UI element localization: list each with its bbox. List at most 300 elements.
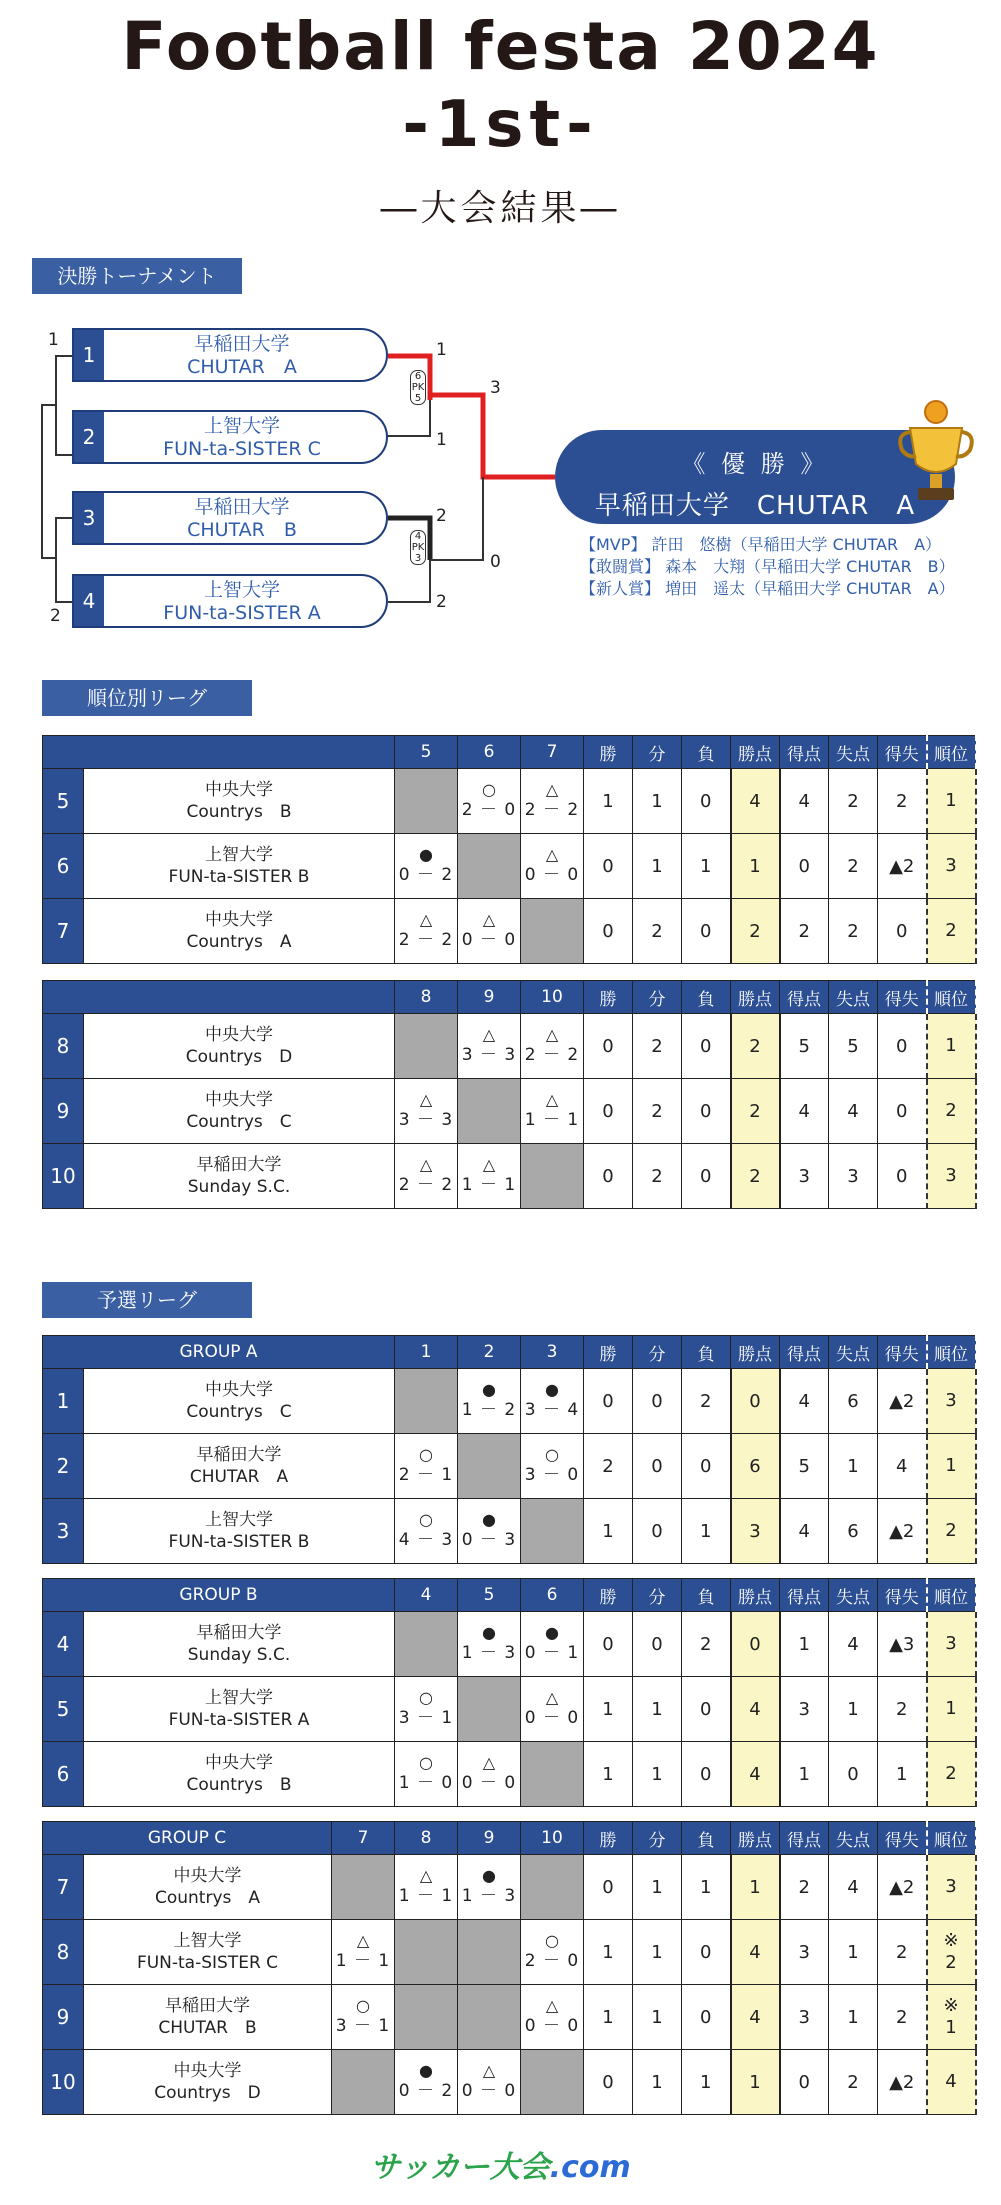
draws: 1 — [633, 1742, 682, 1807]
rank: 2 — [927, 1079, 976, 1144]
result-mark: ● — [419, 2061, 433, 2080]
result-mark: ○ — [419, 1688, 433, 1707]
draws: 2 — [633, 1144, 682, 1209]
group-name: GROUP A — [43, 1336, 395, 1369]
section-label-final: 決勝トーナメント — [32, 258, 242, 294]
goals-against: 1 — [829, 1434, 878, 1499]
result-mark: △ — [419, 910, 433, 929]
goals-against: 2 — [829, 899, 878, 964]
goal-diff: ▲2 — [878, 1499, 927, 1564]
stat-header: 失点 — [829, 1822, 878, 1855]
table-row — [43, 1499, 976, 1564]
stat-header: 得失 — [878, 736, 927, 769]
goals-against: 4 — [829, 1612, 878, 1677]
match-score: 3 － 3 — [398, 1110, 454, 1130]
team-name: Countrys B — [186, 802, 292, 822]
empty-match-cell — [458, 1677, 521, 1742]
points: 0 — [731, 1612, 780, 1677]
opponent-header: 3 — [521, 1336, 584, 1369]
rank: 3 — [927, 834, 976, 899]
goals-for: 0 — [780, 834, 829, 899]
match-result — [395, 1742, 458, 1807]
match-score: 0 － 2 — [398, 865, 454, 885]
match-score: 0 － 0 — [461, 2081, 517, 2101]
bracket-seed: 1 — [74, 330, 104, 380]
standings-table — [42, 1578, 977, 1807]
match-score: 3 － 0 — [524, 1465, 580, 1485]
wins: 1 — [584, 1985, 633, 2050]
team-name: FUN-ta-SISTER C — [163, 438, 321, 460]
goals-for: 1 — [780, 1742, 829, 1807]
match-result — [395, 1079, 458, 1144]
match-score: 0 － 0 — [461, 1773, 517, 1793]
points: 1 — [731, 1855, 780, 1920]
team-name: Sunday S.C. — [187, 1645, 291, 1665]
match-result — [521, 1369, 584, 1434]
stat-header: 順位 — [927, 1822, 976, 1855]
team-name: Countrys D — [185, 1047, 293, 1067]
goals-against: 2 — [829, 769, 878, 834]
draws: 0 — [633, 1369, 682, 1434]
bracket-score: 1 — [48, 330, 59, 350]
result-mark: △ — [482, 1155, 496, 1174]
result-mark: ● — [482, 1510, 496, 1529]
team-cell — [84, 2050, 332, 2115]
match-result — [332, 1985, 395, 2050]
page-caption: ―大会結果― — [380, 188, 621, 229]
team-school: 早稲田大学 — [165, 1996, 250, 2016]
team-school: 中央大学 — [173, 1866, 242, 1886]
draws: 1 — [633, 1855, 682, 1920]
result-mark: △ — [545, 1688, 559, 1707]
losses: 1 — [682, 834, 731, 899]
wins: 0 — [584, 2050, 633, 2115]
losses: 0 — [682, 1434, 731, 1499]
match-result — [395, 1855, 458, 1920]
result-mark: ○ — [419, 1510, 433, 1529]
team-cell — [84, 1014, 395, 1079]
team-school: 上智大学 — [205, 845, 273, 865]
stat-header: 得点 — [780, 736, 829, 769]
match-score: 2 － 2 — [524, 800, 580, 820]
stat-header: 順位 — [927, 736, 976, 769]
team-name: Countrys A — [154, 1888, 261, 1908]
stat-header: 順位 — [927, 981, 976, 1014]
team-school: 中央大学 — [205, 1025, 273, 1045]
stat-header: 勝点 — [731, 736, 780, 769]
team-number: 8 — [43, 1920, 84, 1985]
goals-against: 0 — [829, 1742, 878, 1807]
stat-header: 勝 — [584, 1822, 633, 1855]
team-school: 中央大学 — [205, 780, 273, 800]
stat-header: 勝 — [584, 981, 633, 1014]
empty-match-cell — [521, 899, 584, 964]
goals-against: 1 — [829, 1677, 878, 1742]
match-result — [458, 1742, 521, 1807]
opponent-header: 4 — [395, 1579, 458, 1612]
stat-header: 得点 — [780, 1822, 829, 1855]
draws: 2 — [633, 1014, 682, 1079]
result-mark: △ — [545, 845, 559, 864]
result-mark: ● — [419, 845, 433, 864]
result-mark: △ — [482, 2061, 496, 2080]
stat-header: 失点 — [829, 736, 878, 769]
match-result — [521, 1985, 584, 2050]
goal-diff: ▲2 — [878, 834, 927, 899]
points: 1 — [731, 2050, 780, 2115]
points: 4 — [731, 1742, 780, 1807]
goal-diff: 0 — [878, 1014, 927, 1079]
stat-header: 勝点 — [731, 1579, 780, 1612]
bracket-seed: 3 — [74, 493, 104, 543]
match-score: 1 － 1 — [524, 1110, 580, 1130]
stat-header: 得点 — [780, 1579, 829, 1612]
standings-table — [42, 980, 977, 1209]
table-row — [43, 1079, 976, 1144]
wins: 0 — [584, 1014, 633, 1079]
team-name: FUN-ta-SISTER A — [163, 602, 321, 624]
result-mark: △ — [545, 780, 559, 799]
team-name: Sunday S.C. — [187, 1177, 291, 1197]
draws: 2 — [633, 1079, 682, 1144]
opponent-header: 6 — [458, 736, 521, 769]
bracket-seed: 2 — [74, 412, 104, 462]
goals-for: 4 — [780, 1369, 829, 1434]
rank: 3 — [927, 1612, 976, 1677]
goals-against: 2 — [829, 834, 878, 899]
goals-for: 2 — [780, 899, 829, 964]
team-school: 中央大学 — [173, 2061, 242, 2081]
match-score: 2 － 0 — [524, 1951, 580, 1971]
opponent-header: 8 — [395, 1822, 458, 1855]
losses: 1 — [682, 2050, 731, 2115]
opponent-header: 7 — [521, 736, 584, 769]
stat-header: 失点 — [829, 1579, 878, 1612]
team-number: 9 — [43, 1985, 84, 2050]
stat-header: 負 — [682, 736, 731, 769]
result-mark: △ — [545, 1025, 559, 1044]
table-row — [43, 1369, 976, 1434]
stat-header: 順位 — [927, 1579, 976, 1612]
opponent-header: 6 — [521, 1579, 584, 1612]
opponent-header: 5 — [458, 1579, 521, 1612]
team-cell — [84, 1499, 395, 1564]
match-score: 1 － 3 — [461, 1643, 517, 1663]
match-result — [395, 834, 458, 899]
match-result — [521, 1612, 584, 1677]
team-school: 中央大学 — [205, 910, 273, 930]
goals-for: 2 — [780, 1855, 829, 1920]
stat-header: 分 — [633, 1822, 682, 1855]
match-score: 0 － 1 — [524, 1643, 580, 1663]
empty-match-cell — [458, 1434, 521, 1499]
losses: 0 — [682, 1014, 731, 1079]
result-mark: △ — [356, 1931, 370, 1950]
match-score: 0 － 0 — [524, 2016, 580, 2036]
wins: 0 — [584, 834, 633, 899]
team-name: FUN-ta-SISTER B — [168, 1532, 310, 1552]
points: 4 — [731, 769, 780, 834]
stat-header: 順位 — [927, 1336, 976, 1369]
match-result — [458, 1369, 521, 1434]
empty-match-cell — [332, 2050, 395, 2115]
draws: 1 — [633, 1920, 682, 1985]
team-number: 1 — [43, 1369, 84, 1434]
goal-diff: 4 — [878, 1434, 927, 1499]
points: 2 — [731, 1144, 780, 1209]
points: 2 — [731, 899, 780, 964]
bracket-score: 3 — [490, 378, 501, 398]
bracket-team-3 — [72, 491, 388, 545]
match-score: 2 － 2 — [398, 930, 454, 950]
team-cell — [84, 1677, 395, 1742]
match-result — [395, 1677, 458, 1742]
match-score: 3 － 1 — [398, 1708, 454, 1728]
team-name: CHUTAR B — [158, 2018, 257, 2038]
opponent-header: 7 — [332, 1822, 395, 1855]
opponent-header: 9 — [458, 981, 521, 1014]
award-mvp: 【MVP】 許田 悠樹（早稲田大学 CHUTAR A） — [580, 535, 942, 554]
standings-table — [42, 735, 977, 964]
wins: 0 — [584, 899, 633, 964]
empty-match-cell — [395, 1612, 458, 1677]
bracket-score: 2 — [50, 606, 61, 626]
bracket-team-2 — [72, 410, 388, 464]
team-name: CHUTAR B — [187, 519, 297, 541]
wins: 1 — [584, 1677, 633, 1742]
empty-match-cell — [521, 1855, 584, 1920]
points: 1 — [731, 834, 780, 899]
awards-list — [580, 534, 955, 600]
team-school: 中央大学 — [205, 1090, 273, 1110]
points: 2 — [731, 1079, 780, 1144]
points: 4 — [731, 1920, 780, 1985]
match-result — [521, 834, 584, 899]
team-name: FUN-ta-SISTER C — [136, 1953, 279, 1973]
team-number: 9 — [43, 1079, 84, 1144]
rank: ※ 2 — [927, 1920, 976, 1985]
wins: 2 — [584, 1434, 633, 1499]
team-cell — [84, 834, 395, 899]
team-name: CHUTAR A — [189, 1467, 289, 1487]
team-number: 7 — [43, 1855, 84, 1920]
result-mark: △ — [545, 1090, 559, 1109]
losses: 0 — [682, 899, 731, 964]
match-score: 3 － 4 — [524, 1400, 580, 1420]
team-cell — [84, 1855, 332, 1920]
champion-banner — [555, 430, 955, 524]
team-number: 6 — [43, 834, 84, 899]
goal-diff: ▲3 — [878, 1612, 927, 1677]
stat-header: 分 — [633, 1336, 682, 1369]
section-label-placement: 順位別リーグ — [42, 680, 252, 716]
match-score: 4 － 3 — [398, 1530, 454, 1550]
draws: 1 — [633, 2050, 682, 2115]
match-result — [458, 2050, 521, 2115]
stat-header: 得失 — [878, 981, 927, 1014]
draws: 0 — [633, 1499, 682, 1564]
team-name: FUN-ta-SISTER A — [168, 1710, 310, 1730]
award-fighting-spirit: 【敢闘賞】 森本 大翔（早稲田大学 CHUTAR B） — [580, 557, 955, 576]
wins: 0 — [584, 1144, 633, 1209]
empty-match-cell — [521, 1144, 584, 1209]
result-mark: ● — [545, 1380, 559, 1399]
goals-for: 4 — [780, 1499, 829, 1564]
team-name: Countrys A — [186, 932, 292, 952]
wins: 1 — [584, 1920, 633, 1985]
table-row — [43, 1855, 976, 1920]
rank: 1 — [927, 1434, 976, 1499]
empty-match-cell — [521, 1499, 584, 1564]
goals-for: 4 — [780, 1079, 829, 1144]
team-name: Countrys D — [154, 2083, 261, 2103]
wins: 1 — [584, 769, 633, 834]
team-name: CHUTAR A — [187, 356, 297, 378]
losses: 2 — [682, 1612, 731, 1677]
empty-match-cell — [395, 769, 458, 834]
empty-match-cell — [521, 2050, 584, 2115]
stat-header: 勝 — [584, 736, 633, 769]
stat-header: 勝 — [584, 1336, 633, 1369]
team-school: 中央大学 — [205, 1753, 273, 1773]
bracket-score: 0 — [490, 552, 501, 572]
stat-header: 失点 — [829, 1336, 878, 1369]
match-score: 1 － 1 — [461, 1175, 517, 1195]
empty-match-cell — [332, 1855, 395, 1920]
table-row — [43, 1985, 976, 2050]
award-rookie: 【新人賞】 増田 遥太（早稲田大学 CHUTAR A） — [580, 579, 955, 598]
champion-team: 早稲田大学 CHUTAR A — [594, 491, 916, 521]
goals-for: 5 — [780, 1014, 829, 1079]
goals-for: 0 — [780, 2050, 829, 2115]
match-score: 3 － 1 — [335, 2016, 391, 2036]
result-mark: ○ — [545, 1931, 559, 1950]
goal-diff: 2 — [878, 1677, 927, 1742]
goals-for: 4 — [780, 769, 829, 834]
team-cell — [84, 1079, 395, 1144]
goals-against: 6 — [829, 1499, 878, 1564]
empty-match-cell — [395, 1985, 458, 2050]
draws: 1 — [633, 834, 682, 899]
team-cell — [84, 899, 395, 964]
team-school: 上智大学 — [205, 1510, 273, 1530]
stat-header: 得点 — [780, 981, 829, 1014]
rank: 2 — [927, 899, 976, 964]
rank: 2 — [927, 1499, 976, 1564]
result-mark: △ — [419, 1866, 433, 1885]
wins: 1 — [584, 1499, 633, 1564]
points: 4 — [731, 1985, 780, 2050]
result-mark: ○ — [419, 1753, 433, 1772]
empty-match-cell — [458, 1920, 521, 1985]
match-result — [395, 2050, 458, 2115]
opponent-header: 1 — [395, 1336, 458, 1369]
goal-diff: ▲2 — [878, 1369, 927, 1434]
bracket-score: 1 — [436, 340, 447, 360]
opponent-header: 8 — [395, 981, 458, 1014]
empty-match-cell — [458, 1079, 521, 1144]
losses: 0 — [682, 769, 731, 834]
bracket-score: 2 — [436, 506, 447, 526]
team-name: Countrys B — [186, 1775, 292, 1795]
stat-header: 負 — [682, 981, 731, 1014]
wins: 0 — [584, 1369, 633, 1434]
bracket-seed: 4 — [74, 576, 104, 626]
team-school: 中央大学 — [205, 1380, 273, 1400]
match-score: 3 － 3 — [461, 1045, 517, 1065]
stat-header: 得点 — [780, 1336, 829, 1369]
table-row — [43, 1677, 976, 1742]
team-number: 6 — [43, 1742, 84, 1807]
goals-for: 1 — [780, 1612, 829, 1677]
result-mark: △ — [482, 1753, 496, 1772]
points: 2 — [731, 1014, 780, 1079]
result-mark: ● — [482, 1623, 496, 1642]
match-score: 1 － 1 — [335, 1951, 391, 1971]
team-school: 早稲田大学 — [194, 496, 290, 518]
team-school: 早稲田大学 — [194, 333, 290, 355]
goal-diff: ▲2 — [878, 2050, 927, 2115]
opponent-header: 10 — [521, 1822, 584, 1855]
losses: 1 — [682, 1499, 731, 1564]
stat-header: 分 — [633, 981, 682, 1014]
stat-header: 得失 — [878, 1579, 927, 1612]
team-number: 10 — [43, 1144, 84, 1209]
team-cell — [84, 1985, 332, 2050]
wins: 0 — [584, 1079, 633, 1144]
team-number: 7 — [43, 899, 84, 964]
match-result — [521, 1014, 584, 1079]
team-number: 2 — [43, 1434, 84, 1499]
match-result — [521, 1434, 584, 1499]
rank: 1 — [927, 769, 976, 834]
stat-header: 勝点 — [731, 1336, 780, 1369]
goals-for: 3 — [780, 1677, 829, 1742]
wins: 0 — [584, 1612, 633, 1677]
stat-header: 負 — [682, 1336, 731, 1369]
standings-table — [42, 1335, 977, 1564]
result-mark: △ — [419, 1155, 433, 1174]
table-row — [43, 769, 976, 834]
empty-match-cell — [458, 1985, 521, 2050]
goals-against: 4 — [829, 1079, 878, 1144]
result-mark: ○ — [545, 1445, 559, 1464]
page-title: Football festa 2024 — [121, 8, 880, 85]
stat-header: 分 — [633, 736, 682, 769]
match-score: 2 － 2 — [398, 1175, 454, 1195]
empty-match-cell — [395, 1920, 458, 1985]
goal-diff: 0 — [878, 899, 927, 964]
team-school: 早稲田大学 — [196, 1155, 282, 1175]
page-subtitle: -1st- — [402, 88, 599, 162]
goal-diff: 2 — [878, 1920, 927, 1985]
team-cell — [84, 1369, 395, 1434]
team-name: Countrys C — [186, 1402, 292, 1422]
goals-for: 3 — [780, 1920, 829, 1985]
goals-against: 3 — [829, 1144, 878, 1209]
stat-header: 勝点 — [731, 981, 780, 1014]
match-result — [458, 769, 521, 834]
stat-header: 分 — [633, 1579, 682, 1612]
rank: 3 — [927, 1855, 976, 1920]
match-result — [458, 1144, 521, 1209]
result-mark: △ — [482, 910, 496, 929]
wins: 1 — [584, 1742, 633, 1807]
site-logo — [0, 2142, 1001, 2186]
losses: 0 — [682, 1985, 731, 2050]
points: 0 — [731, 1369, 780, 1434]
goals-against: 1 — [829, 1985, 878, 2050]
